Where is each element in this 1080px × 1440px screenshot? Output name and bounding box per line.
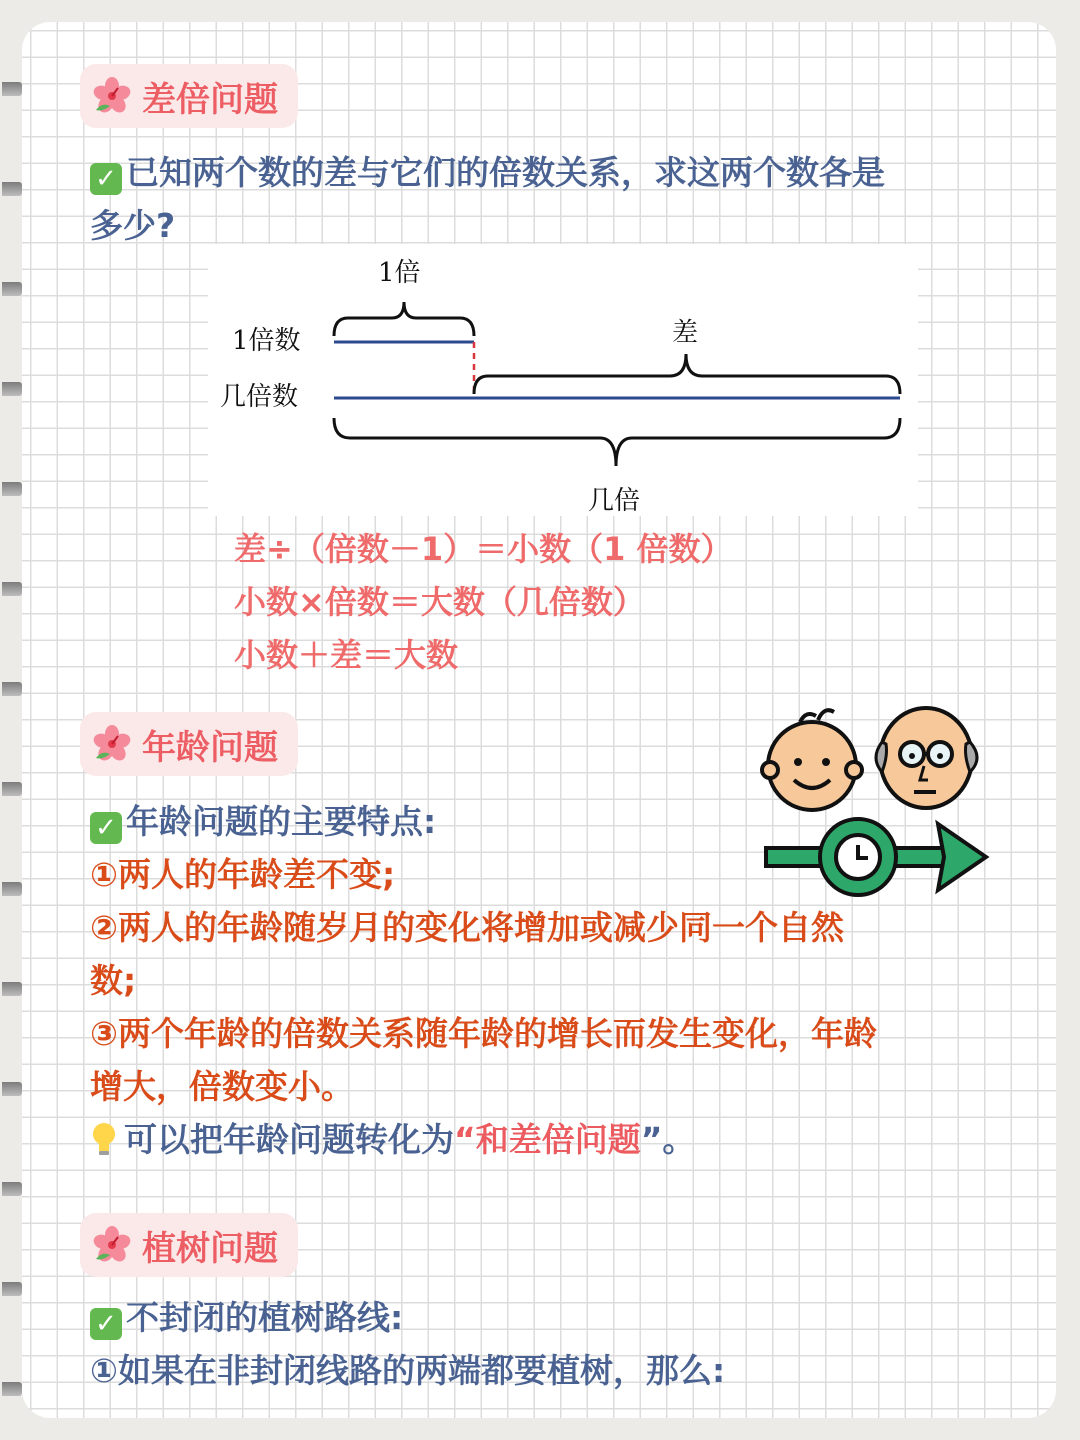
age-point-1: ①两人的年龄差不变; [90, 855, 396, 894]
difference-multiple-diagram [208, 244, 918, 516]
section-title: 年龄问题 [142, 727, 278, 768]
formula-sum: 小数＋差＝大数 [234, 636, 459, 674]
hibiscus-flower-icon [92, 1225, 132, 1265]
intro-text: 已知两个数的差与它们的倍数关系，求这两个数各是 [126, 153, 885, 192]
checkmark-icon: ✓ [90, 812, 122, 844]
section1-intro [90, 146, 885, 199]
label-one-times-top: 1倍 [378, 258, 421, 288]
tree-point-1: ①如果在非封闭线路的两端都要植树，那么: [90, 1351, 726, 1390]
line-segment-diagram [208, 244, 918, 516]
age-point-3-cont: 增大，倍数变小。 [90, 1067, 354, 1106]
label-one-times-number: 1倍数 [232, 326, 301, 356]
tip-highlight: 和差倍问题 [475, 1120, 641, 1159]
checkmark-icon: ✓ [90, 163, 122, 195]
old-man-face-icon [876, 708, 977, 808]
hibiscus-flower-icon [92, 76, 132, 116]
formula-small-number: 差÷（倍数－1）＝小数（1 倍数） [234, 530, 733, 568]
section-title: 植树问题 [142, 1228, 278, 1269]
age-feature-title [90, 795, 436, 848]
section-heading-multiple-difference [80, 64, 298, 128]
section-title: 差倍问题 [142, 79, 278, 120]
route-title-text: 不封闭的植树路线: [126, 1298, 404, 1337]
feature-title-text: 年龄问题的主要特点: [126, 802, 437, 841]
lightbulb-icon [90, 1121, 118, 1157]
top-brace [334, 302, 474, 336]
checkmark-icon: ✓ [90, 1308, 122, 1340]
age-tip [90, 1113, 695, 1166]
bottom-brace [334, 418, 900, 466]
section-heading-age [80, 712, 298, 776]
label-multiple-number: 几倍数 [220, 382, 299, 412]
label-difference: 差 [672, 318, 699, 348]
baby-and-old-man-clock-arrow-illustration [760, 700, 992, 900]
clock-arrow-icon [766, 819, 986, 895]
difference-brace [474, 354, 900, 394]
tip-text: 可以把年龄问题转化为 [124, 1120, 454, 1159]
hibiscus-flower-icon [92, 724, 132, 764]
section-heading-tree-planting [80, 1213, 298, 1277]
formula-large-number: 小数×倍数＝大数（几倍数） [234, 583, 645, 621]
tip-close: ”。 [640, 1120, 696, 1159]
label-multiple-bottom: 几倍 [588, 486, 641, 516]
age-point-3: ③两个年龄的倍数关系随年龄的增长而发生变化，年龄 [90, 1014, 877, 1053]
baby-face-icon [762, 710, 862, 810]
tip-open-quote: “ [454, 1120, 476, 1159]
age-point-2-cont: 数; [90, 961, 137, 1000]
tree-route-title [90, 1291, 403, 1344]
age-point-2: ②两人的年龄随岁月的变化将增加或减少同一个自然 [90, 908, 844, 947]
section1-intro-cont: 多少? [90, 206, 176, 245]
